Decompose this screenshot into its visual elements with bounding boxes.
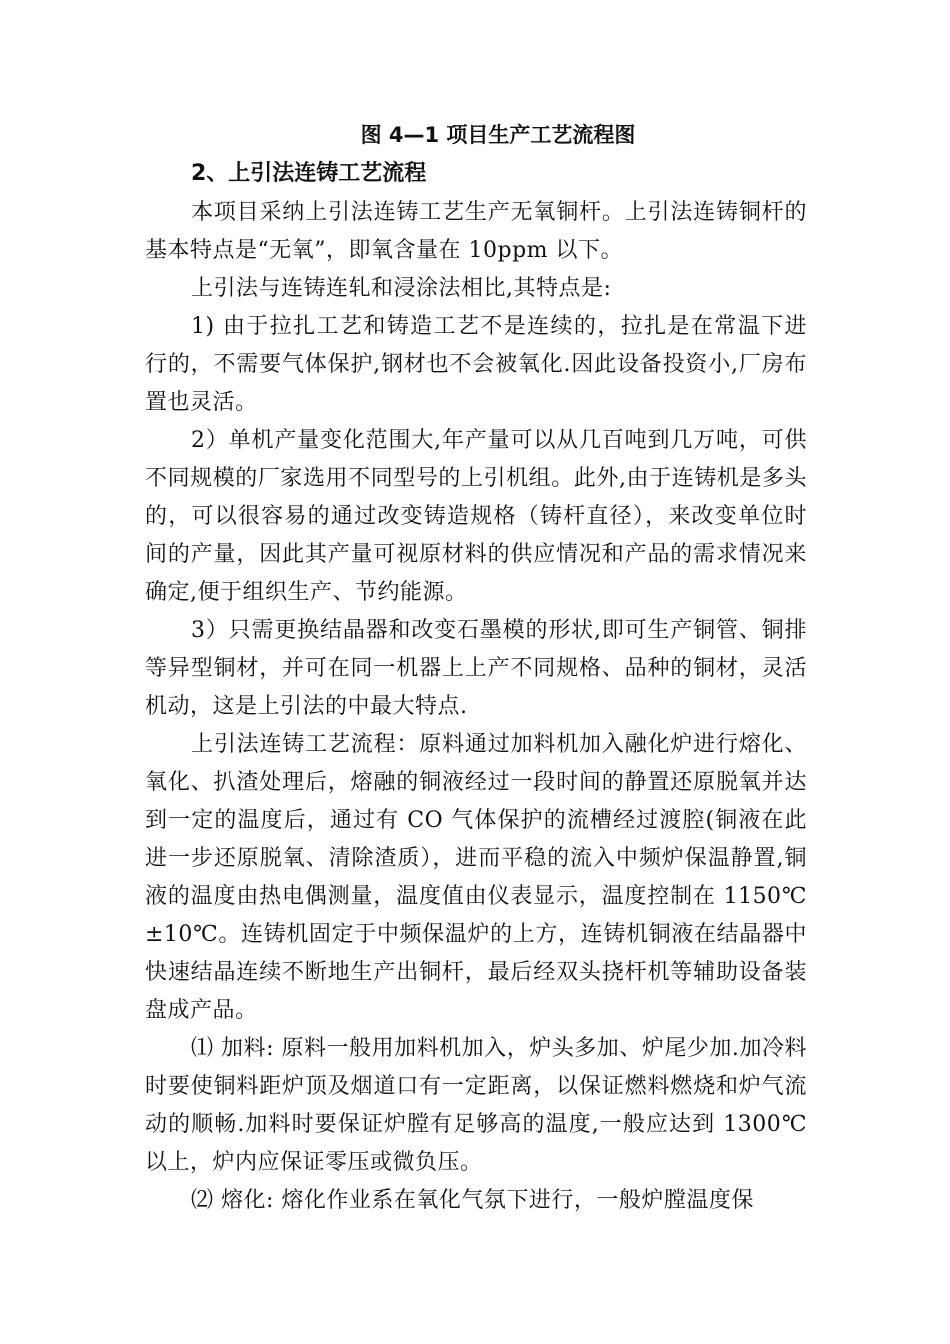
figure-caption: 图 4—1 项目生产工艺流程图 <box>360 123 636 147</box>
paragraph-step-feeding: ⑴ 加料: 原料一般用加料机加入，炉头多加、炉尾少加.加冷料时要使铜料距炉顶及烟道口有一定距离，以保证燃料燃烧和炉气流动的顺畅.加料时要保证炉膛有足够高的温度,一般应达到 1300℃以上，炉内应保证零压或微负压。 <box>145 1036 807 1175</box>
paragraph-features-lead: 上引法与连铸连轧和浸涂法相比,其特点是: <box>191 276 612 301</box>
body-text <box>145 154 807 1220</box>
paragraph-process-flow: 上引法连铸工艺流程：原料通过加料机加入融化炉进行熔化、氧化、扒渣处理后，熔融的铜液经过一段时间的静置还原脱氧并达到一定的温度后，通过有 CO 气体保护的流槽经过渡腔(铜液在此进一步还原脱氧、清除渣质），进而平稳的流入中频炉保温静置,铜液的温度由热电偶测量，温度值由仪表显示，温度控制在 1150℃±10℃。连铸机固定于中频保温炉的上方，连铸机铜液在结晶器中快速结晶连续不断地生产出铜杆，最后经双头挠杆机等辅助设备装盘成产品。 <box>145 732 807 1023</box>
paragraph-feature-2: 2）单机产量变化范围大,年产量可以从几百吨到几万吨，可供不同规模的厂家选用不同型号的上引机组。此外,由于连铸机是多头的，可以很容易的通过改变铸造规格（铸杆直径），来改变单位时间的产量，因此其产量可视原材料的供应情况和产品的需求情况来确定,便于组织生产、节约能源。 <box>145 428 807 605</box>
paragraph-intro: 本项目采纳上引法连铸工艺生产无氧铜杆。上引法连铸铜杆的基本特点是“无氧”，即氧含量在 10ppm 以下。 <box>145 200 807 263</box>
section-heading: 2、上引法连铸工艺流程 <box>191 161 427 186</box>
paragraph-feature-3: 3）只需更换结晶器和改变石墨模的形状,即可生产铜管、铜排等异型铜材，并可在同一机器上上产不同规格、品种的铜材，灵活机动，这是上引法的中最大特点. <box>145 618 807 719</box>
paragraph-step-melting: ⑵ 熔化: 熔化作业系在氧化气氛下进行，一般炉膛温度保 <box>191 1188 754 1213</box>
paragraph-feature-1: 1) 由于拉扎工艺和铸造工艺不是连续的，拉扎是在常温下进行的，不需要气体保护,钢材也不会被氧化.因此设备投资小,厂房布置也灵活。 <box>145 314 807 415</box>
